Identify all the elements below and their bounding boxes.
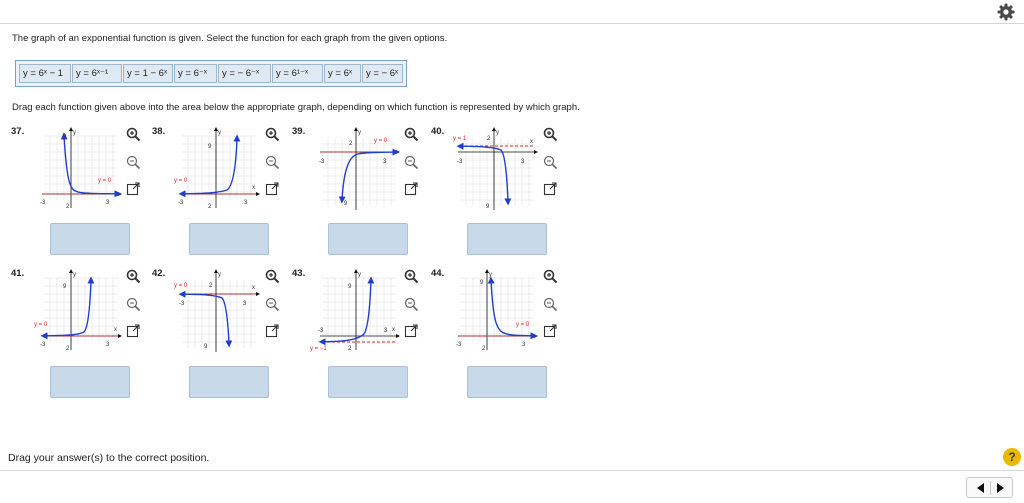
drag-instruction: Drag each function given above into the area below the appropriate graph, depending on which function is represented by which graph.: [12, 102, 580, 113]
tick-label: 3: [521, 159, 525, 165]
tick-label: -3: [40, 342, 46, 348]
drop-zone-38[interactable]: [189, 223, 269, 255]
popout-icon[interactable]: [404, 323, 419, 338]
zoom-in-icon[interactable]: [404, 127, 419, 142]
tick-label: 3: [106, 200, 110, 206]
x-axis-label: x: [114, 327, 117, 333]
tick-label: 2: [208, 204, 212, 210]
x-axis-label: x: [252, 285, 255, 291]
drop-zone-41[interactable]: [50, 366, 130, 398]
tick-label: 9: [204, 344, 208, 350]
function-curve: [44, 280, 91, 336]
tick-label: 2: [66, 204, 70, 210]
graph-41: [34, 268, 122, 354]
asymptote-label: y = 0: [174, 283, 188, 289]
asymptote-label: y = 0: [174, 178, 188, 184]
option-tile[interactable]: y = − 6ˣ: [362, 64, 403, 83]
option-tile[interactable]: y = 1 − 6ˣ: [123, 64, 173, 83]
zoom-out-icon[interactable]: [126, 155, 141, 170]
tick-label: 2: [349, 141, 353, 147]
zoom-out-icon[interactable]: [404, 155, 419, 170]
top-bar: [0, 0, 1024, 24]
y-axis-label: y: [218, 272, 221, 278]
tick-label: -3: [178, 200, 184, 206]
popout-icon[interactable]: [265, 181, 280, 196]
asymptote-label: y = 0: [516, 322, 530, 328]
popout-icon[interactable]: [543, 323, 558, 338]
question-number: 41.: [11, 268, 25, 279]
graph-38: [174, 126, 260, 212]
tick-label: 3: [384, 328, 388, 334]
y-axis-label: y: [73, 272, 76, 278]
zoom-in-icon[interactable]: [404, 269, 419, 284]
question-number: 42.: [152, 268, 166, 279]
zoom-out-icon[interactable]: [543, 155, 558, 170]
zoom-in-icon[interactable]: [543, 269, 558, 284]
drop-zone-43[interactable]: [328, 366, 408, 398]
question-number: 40.: [431, 126, 445, 137]
y-axis-label: y: [218, 130, 221, 136]
tick-label: 2: [209, 283, 213, 289]
function-curve: [182, 294, 229, 344]
tick-label: 9: [348, 284, 352, 290]
tick-label: -3: [318, 328, 324, 334]
popout-icon[interactable]: [265, 323, 280, 338]
tick-label: -3: [179, 301, 185, 307]
popout-icon[interactable]: [404, 181, 419, 196]
drop-zone-40[interactable]: [467, 223, 547, 255]
tick-label: 9: [486, 204, 490, 210]
graph-37: [40, 126, 122, 212]
question-number: 39.: [292, 126, 306, 137]
tick-label: 2: [348, 346, 352, 352]
y-axis-label: y: [496, 130, 499, 136]
question-navigation: [966, 477, 1013, 498]
popout-icon[interactable]: [543, 181, 558, 196]
zoom-in-icon[interactable]: [265, 269, 280, 284]
asymptote-label: y = 0: [374, 138, 388, 144]
tick-label: 9: [63, 284, 67, 290]
footer-instruction: Drag your answer(s) to the correct position.: [8, 452, 210, 464]
tick-label: 3: [244, 200, 248, 206]
option-tile[interactable]: y = 6⁻ˣ: [174, 64, 217, 83]
y-axis-label: y: [358, 130, 361, 136]
option-tile[interactable]: y = 6ˣ: [324, 64, 361, 83]
asymptote-label: y = 0: [34, 322, 48, 328]
zoom-out-icon[interactable]: [404, 297, 419, 312]
drop-zone-37[interactable]: [50, 223, 130, 255]
gear-icon[interactable]: [996, 2, 1016, 22]
zoom-in-icon[interactable]: [265, 127, 280, 142]
option-tile[interactable]: y = 6ˣ⁻¹: [72, 64, 122, 83]
asymptote-label: y = −1: [310, 346, 327, 352]
zoom-out-icon[interactable]: [543, 297, 558, 312]
y-axis-label: y: [73, 130, 76, 136]
help-icon[interactable]: ?: [1003, 448, 1021, 466]
question-number: 38.: [152, 126, 166, 137]
x-axis-label: x: [530, 139, 533, 145]
option-tile[interactable]: y = 6¹⁻ˣ: [272, 64, 323, 83]
tick-label: 3: [106, 342, 110, 348]
graph-43: [310, 268, 400, 354]
tick-label: 2: [487, 136, 491, 142]
y-axis-label: y: [489, 272, 492, 278]
tick-label: 2: [482, 346, 486, 352]
function-curve: [64, 136, 118, 194]
drop-zone-39[interactable]: [328, 223, 408, 255]
tick-label: 9: [63, 134, 67, 140]
zoom-out-icon[interactable]: [265, 297, 280, 312]
tick-label: -3: [40, 200, 46, 206]
tick-label: -3: [456, 342, 462, 348]
tick-label: -3: [319, 159, 325, 165]
graph-39: [318, 126, 400, 212]
function-curve: [322, 280, 371, 342]
y-axis-label: y: [358, 272, 361, 278]
nav-divider: [990, 481, 991, 495]
tick-label: 3: [383, 159, 387, 165]
tick-label: 2: [66, 346, 70, 352]
prev-arrow-icon[interactable]: [977, 483, 984, 493]
question-number: 37.: [11, 126, 25, 137]
zoom-out-icon[interactable]: [126, 297, 141, 312]
option-tile[interactable]: y = 6ˣ − 1: [19, 64, 71, 83]
popout-icon[interactable]: [126, 181, 141, 196]
graph-44: [456, 268, 538, 354]
popout-icon[interactable]: [126, 323, 141, 338]
tick-label: -3: [457, 159, 463, 165]
option-tile[interactable]: y = − 6⁻ˣ: [218, 64, 271, 83]
footer-divider: [0, 470, 1024, 471]
asymptote-label: y = 1: [453, 136, 467, 142]
question-number: 43.: [292, 268, 306, 279]
drop-zone-44[interactable]: [467, 366, 547, 398]
zoom-in-icon[interactable]: [126, 269, 141, 284]
next-arrow-icon[interactable]: [997, 483, 1004, 493]
graph-40: [453, 126, 538, 212]
x-axis-label: x: [392, 327, 395, 333]
zoom-in-icon[interactable]: [543, 127, 558, 142]
asymptote-label: y = 0: [98, 178, 112, 184]
zoom-in-icon[interactable]: [126, 127, 141, 142]
zoom-out-icon[interactable]: [265, 155, 280, 170]
drop-zone-42[interactable]: [189, 366, 269, 398]
x-axis-label: x: [252, 185, 255, 191]
options-bank: [15, 60, 407, 87]
tick-label: 9: [480, 280, 484, 286]
tick-label: 3: [243, 301, 247, 307]
tick-label: 9: [208, 144, 212, 150]
tick-label: 9: [344, 201, 348, 207]
question-number: 44.: [431, 268, 445, 279]
graph-42: [174, 268, 260, 354]
question-prompt: The graph of an exponential function is given. Select the function for each graph from the given options.: [12, 33, 448, 44]
tick-label: 3: [522, 342, 526, 348]
